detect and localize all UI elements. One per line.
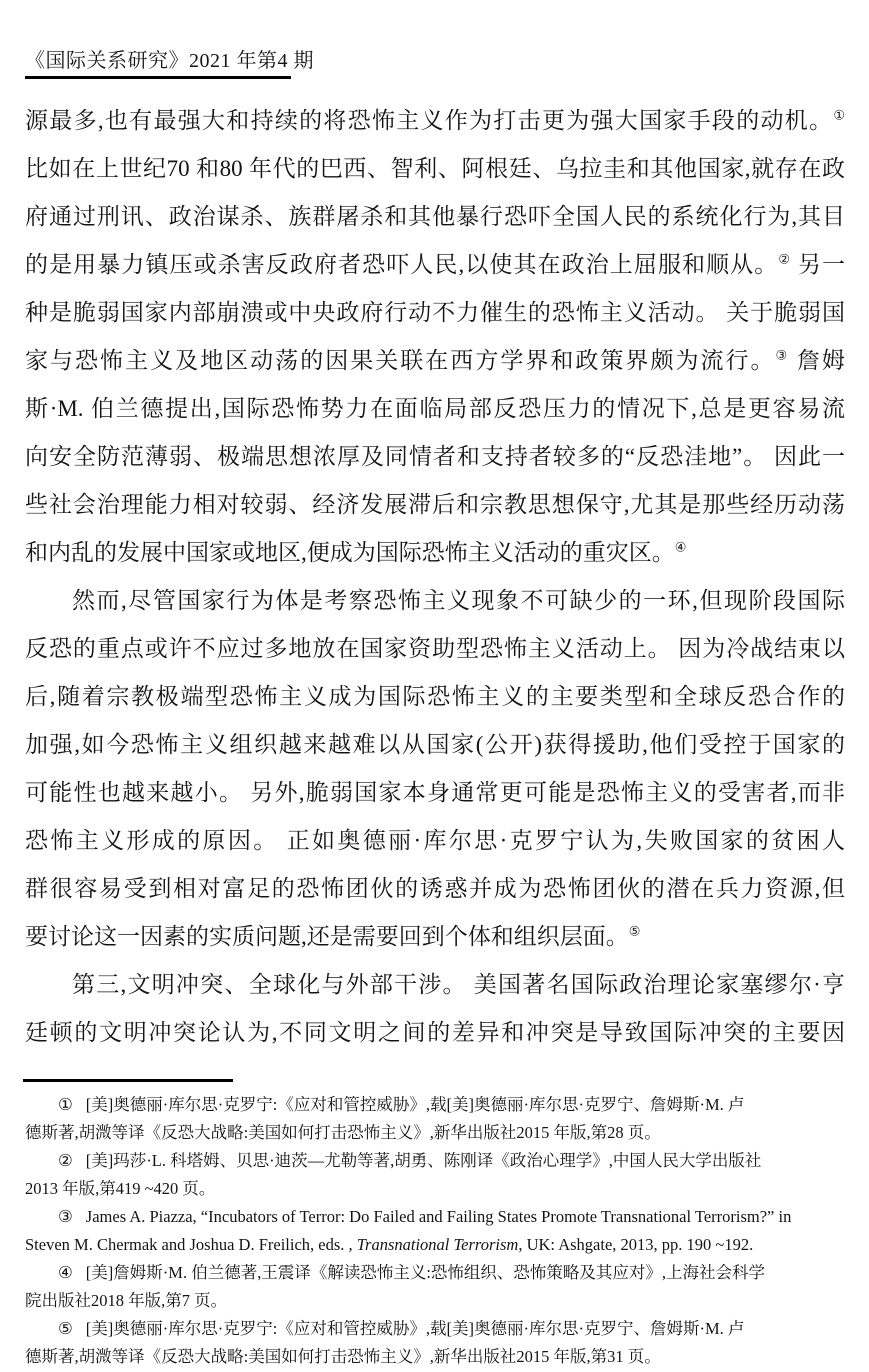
body-line-text: 府通过刑讯、政治谋杀、族群屠杀和其他暴行恐吓全国人民的系统化行为,其目: [25, 204, 845, 229]
footnote-text: [美]詹姆斯·M. 伯兰德著,王震译《解读恐怖主义:恐怖组织、恐怖策略及其应对》,上海社会科学: [85, 1263, 766, 1282]
body-line-text: 然而,尽管国家行为体是考察恐怖主义现象不可缺少的一环,但现阶段国际: [72, 588, 845, 613]
footnote-item: [25, 1091, 853, 1147]
body-line: [25, 529, 845, 577]
body-line: [25, 817, 845, 865]
footnote-text: , UK: Ashgate, 2013, pp. 190 ~192.: [518, 1235, 754, 1254]
body-line-text: 和内乱的发展中国家或地区,便成为国际恐怖主义活动的重灾区。: [25, 540, 675, 565]
body-line-paragraph-start: [25, 577, 845, 625]
body-line: [25, 289, 845, 337]
body-line: [25, 1009, 845, 1057]
body-line-text: 可能性也越来越小。 另外,脆弱国家本身通常更可能是恐怖主义的受害者,而非: [25, 780, 845, 805]
body-line: 的是用暴力镇压或杀害反政府者恐吓人民,以使其在政治上屈服和顺从。② 另一: [25, 251, 845, 277]
body-line: 家与恐怖主义及地区动荡的因果关联在西方学界和政策界颇为流行。③ 詹姆: [25, 347, 845, 373]
footnote-text: 德斯著,胡溦等译《反恐大战略:美国如何打击恐怖主义》,新华出版社2015 年版,第31 页。: [25, 1347, 661, 1366]
footnote-item: [25, 1203, 853, 1259]
body-line-text: 恐怖主义形成的原因。 正如奥德丽·库尔思·克罗宁认为,失败国家的贫困人: [25, 828, 845, 853]
body-line-text: 加强,如今恐怖主义组织越来越难以从国家(公开)获得援助,他们受控于国家的: [25, 732, 845, 757]
footnote-ref-1: ①: [833, 107, 845, 123]
footnote-ref-3: ③: [775, 347, 790, 363]
footnote-item: [25, 1147, 853, 1203]
body-line-text: 些社会治理能力相对较弱、经济发展滞后和宗教思想保守,尤其是那些经历动荡: [25, 492, 845, 517]
body-line-text: 第三,文明冲突、全球化与外部干涉。 美国著名国际政治理论家塞缪尔·亨: [72, 972, 845, 997]
body-line-text: 反恐的重点或许不应过多地放在国家资助型恐怖主义活动上。 因为冷战结束以: [25, 636, 845, 661]
footnote-item: [25, 1259, 853, 1315]
footnote-text: 院出版社2018 年版,第7 页。: [25, 1291, 228, 1310]
footnote-book-title: Transnational Terrorism: [356, 1235, 519, 1254]
body-line-text: 要讨论这一因素的实质问题,还是需要回到个体和组织层面。: [25, 924, 629, 949]
footnote-item: [25, 1315, 853, 1371]
body-line: [25, 673, 845, 721]
footnote-ref-2: ②: [778, 251, 792, 267]
body-line: [25, 625, 845, 673]
running-head-rule: [25, 76, 291, 79]
body-line: [25, 865, 845, 913]
footnote-text: James A. Piazza, “Incubators of Terror: Do Failed and Failing States Promote Transnational Terrorism?” in: [85, 1207, 792, 1226]
body-line-text: 的是用暴力镇压或杀害反政府者恐吓人民,以使其在政治上屈服和顺从。: [25, 252, 779, 277]
footnote-marker: ⑤: [58, 1319, 73, 1338]
footnote-ref-4: ④: [674, 539, 687, 555]
footnote-text: [美]玛莎·L. 科塔姆、贝思·迪茨—尤勒等著,胡勇、陈刚译《政治心理学》,中国人民大学出版社: [85, 1151, 762, 1170]
body-line-text: 后,随着宗教极端型恐怖主义成为国际恐怖主义的主要类型和全球反恐合作的: [25, 684, 845, 709]
footnote-marker: ②: [58, 1151, 73, 1170]
footnote-text: 2013 年版,第419 ~420 页。: [25, 1179, 216, 1198]
body-line-text: 向安全防范薄弱、极端思想浓厚及同情者和支持者较多的“反恐洼地”。 因此一: [25, 444, 845, 469]
body-line-text: 比如在上世纪70 和80 年代的巴西、智利、阿根廷、乌拉圭和其他国家,就存在政: [25, 156, 845, 181]
body-line: [25, 721, 845, 769]
body-line: [25, 145, 845, 193]
body-line-text: 廷顿的文明冲突论认为,不同文明之间的差异和冲突是导致国际冲突的主要因: [25, 1020, 845, 1045]
footnote-text: [美]奥德丽·库尔思·克罗宁:《应对和管控威胁》,载[美]奥德丽·库尔思·克罗宁、詹姆斯·M. 卢: [85, 1319, 745, 1338]
body-line: [25, 913, 845, 961]
body-line: [25, 769, 845, 817]
body-line-text: 斯·M. 伯兰德提出,国际恐怖势力在面临局部反恐压力的情况下,总是更容易流: [25, 396, 845, 421]
footnote-marker: ①: [58, 1095, 73, 1114]
body-line-text: 家与恐怖主义及地区动荡的因果关联在西方学界和政策界颇为流行。: [25, 348, 776, 373]
footnote-marker: ④: [58, 1263, 73, 1282]
footnote-ref-5: ⑤: [628, 923, 641, 939]
body-line: [25, 433, 845, 481]
body-line: [25, 481, 845, 529]
footnotes: [25, 1091, 853, 1371]
body-line-text: 群很容易受到相对富足的恐怖团伙的诱惑并成为恐怖团伙的潜在兵力资源,但: [25, 876, 845, 901]
footnote-divider: [23, 1079, 233, 1082]
footnote-marker: ③: [58, 1207, 73, 1226]
body-text: [25, 97, 845, 1057]
footnote-text: 德斯著,胡溦等译《反恐大战略:美国如何打击恐怖主义》,新华出版社2015 年版,第28 页。: [25, 1123, 661, 1142]
footnote-text: Steven M. Chermak and Joshua D. Freilich, eds. ,: [25, 1235, 357, 1254]
body-line: [25, 385, 845, 433]
running-head: 《国际关系研究》2021 年第4 期: [25, 50, 314, 72]
body-line-paragraph-start: [25, 961, 845, 1009]
body-line-text: 源最多,也有最强大和持续的将恐怖主义作为打击更为强大国家手段的动机。: [25, 108, 834, 133]
body-line-text: 种是脆弱国家内部崩溃或中央政府行动不力催生的恐怖主义活动。 关于脆弱国: [25, 300, 845, 325]
footnote-text: [美]奥德丽·库尔思·克罗宁:《应对和管控威胁》,载[美]奥德丽·库尔思·克罗宁、詹姆斯·M. 卢: [85, 1095, 745, 1114]
body-line: [25, 97, 845, 145]
body-line: [25, 193, 845, 241]
